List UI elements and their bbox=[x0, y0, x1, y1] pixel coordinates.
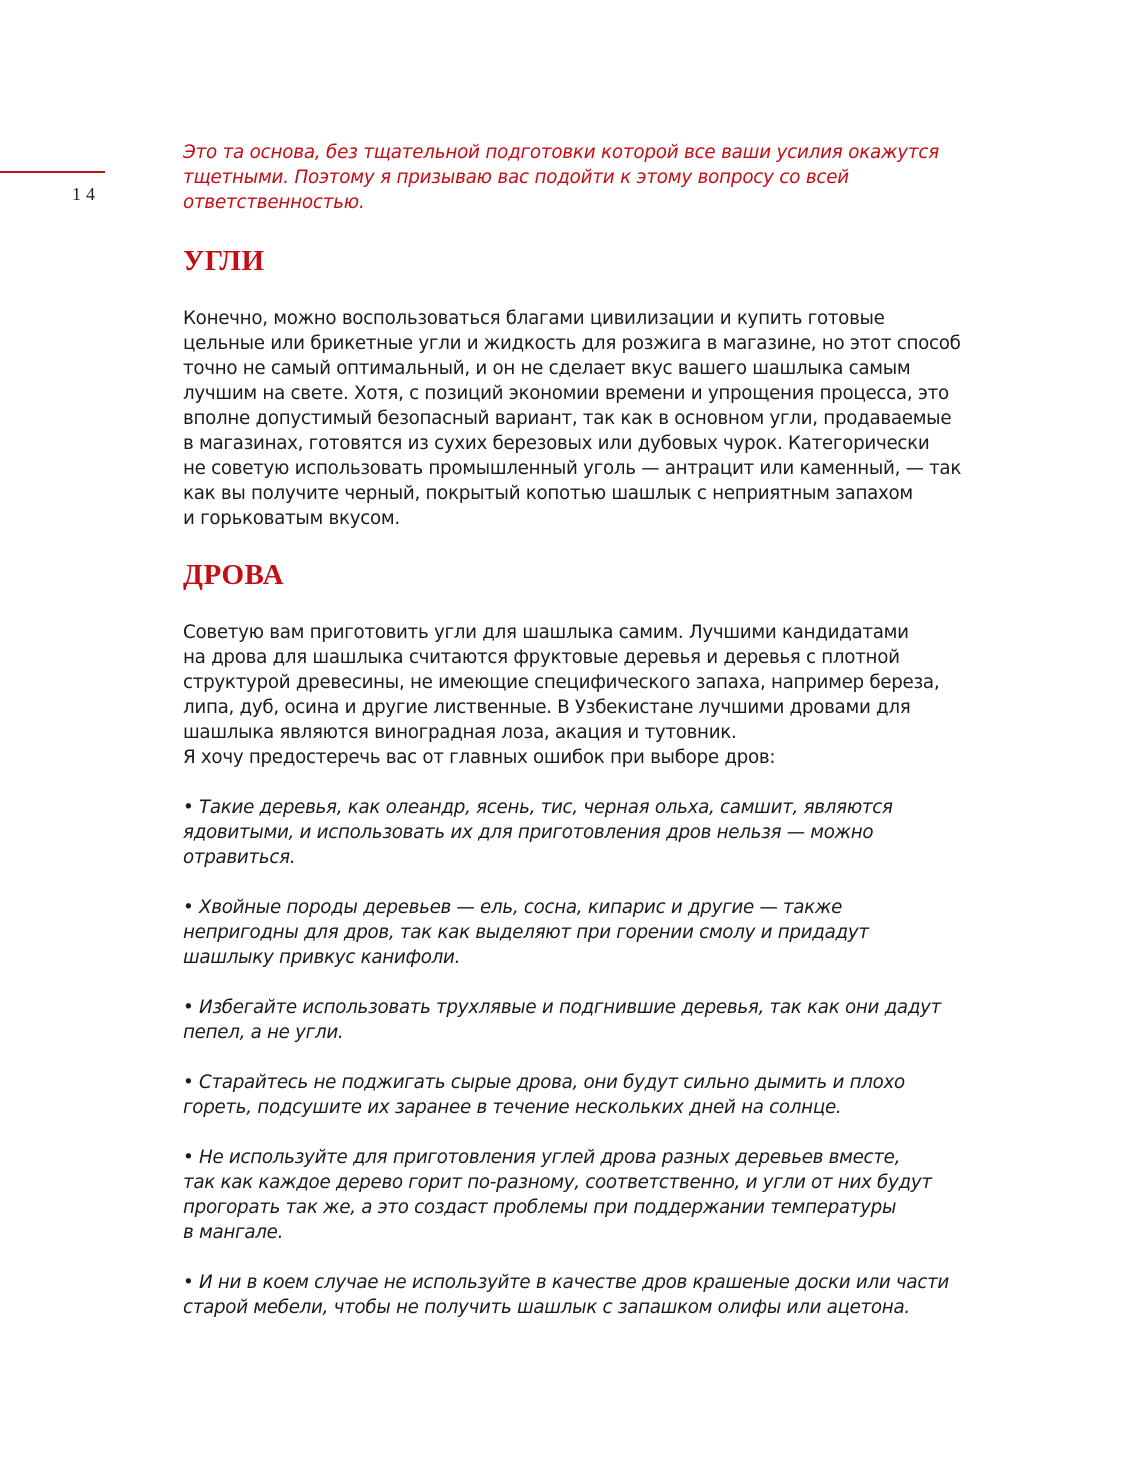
intro-paragraph bbox=[183, 140, 1003, 215]
text-line: • Избегайте использовать трухлявые и подгнившие деревья, так как они дадут bbox=[183, 997, 942, 1018]
intro-line: ответственностью. bbox=[183, 192, 365, 213]
text-line: как вы получите черный, покрытый копотью шашлык с неприятным запахом bbox=[183, 483, 913, 504]
text-line: не советую использовать промышленный уголь — антрацит или каменный, — так bbox=[183, 458, 962, 479]
text-line: • Такие деревья, как олеандр, ясень, тис, черная ольха, самшит, являются bbox=[183, 797, 893, 818]
list-item bbox=[183, 795, 1003, 870]
text-line: непригодны для дров, так как выделяют при горении смолу и придадут bbox=[183, 922, 869, 943]
list-item bbox=[183, 995, 1003, 1045]
text-line: и горьковатым вкусом. bbox=[183, 508, 400, 529]
list-item bbox=[183, 1145, 1003, 1245]
text-line: • Хвойные породы деревьев — ель, сосна, кипарис и другие — также bbox=[183, 897, 843, 918]
text-line: цельные или брикетные угли и жидкость для розжига в магазине, но этот способ bbox=[183, 333, 961, 354]
text-line: ядовитыми, и использовать их для приготовления дров нельзя — можно bbox=[183, 822, 874, 843]
text-line: старой мебели, чтобы не получить шашлык с запашком олифы или ацетона. bbox=[183, 1297, 910, 1318]
text-line: прогорать так же, а это создаст проблемы при поддержании температуры bbox=[183, 1197, 897, 1218]
text-line: • Старайтесь не поджигать сырые дрова, они будут сильно дымить и плохо bbox=[183, 1072, 905, 1093]
intro-line: тщетными. Поэтому я призываю вас подойти к этому вопросу со всей bbox=[183, 167, 849, 188]
coals-paragraph bbox=[183, 306, 1003, 531]
text-line: шашлыку привкус канифоли. bbox=[183, 947, 461, 968]
text-line: • Не используйте для приготовления углей дрова разных деревьев вместе, bbox=[183, 1147, 901, 1168]
page-number: 14 bbox=[72, 184, 100, 204]
text-line: на дрова для шашлыка считаются фруктовые деревья и деревья с плотной bbox=[183, 647, 900, 668]
text-line: Конечно, можно воспользоваться благами цивилизации и купить готовые bbox=[183, 308, 885, 329]
text-line: пепел, а не угли. bbox=[183, 1022, 344, 1043]
text-line: в мангале. bbox=[183, 1222, 284, 1243]
section-heading-firewood: ДРОВА bbox=[183, 559, 285, 591]
text-line: Советую вам приготовить угли для шашлыка самим. Лучшими кандидатами bbox=[183, 622, 909, 643]
section-heading-coals: УГЛИ bbox=[183, 245, 265, 277]
page-content bbox=[183, 140, 1003, 1345]
page-number-rule bbox=[0, 171, 105, 173]
text-line: лучшим на свете. Хотя, с позиций экономии времени и упрощения процесса, это bbox=[183, 383, 949, 404]
list-item bbox=[183, 895, 1003, 970]
text-line: липа, дуб, осина и другие лиственные. В Узбекистане лучшими дровами для bbox=[183, 697, 911, 718]
text-line: шашлыка являются виноградная лоза, акация и тутовник. bbox=[183, 722, 737, 743]
list-item bbox=[183, 1270, 1003, 1320]
text-line: отравиться. bbox=[183, 847, 296, 868]
text-line: вполне допустимый безопасный вариант, так как в основном угли, продаваемые bbox=[183, 408, 952, 429]
text-line: гореть, подсушите их заранее в течение нескольких дней на солнце. bbox=[183, 1097, 842, 1118]
firewood-warnings-list bbox=[183, 795, 1003, 1320]
list-item bbox=[183, 1070, 1003, 1120]
text-line: так как каждое дерево горит по-разному, соответственно, и угли от них будут bbox=[183, 1172, 932, 1193]
text-line: точно не самый оптимальный, и он не сделает вкус вашего шашлыка самым bbox=[183, 358, 911, 379]
text-line: • И ни в коем случае не используйте в качестве дров крашеные доски или части bbox=[183, 1272, 950, 1293]
intro-line: Это та основа, без тщательной подготовки которой все ваши усилия окажутся bbox=[183, 142, 940, 163]
text-line: в магазинах, готовятся из сухих березовых или дубовых чурок. Категорически bbox=[183, 433, 930, 454]
firewood-paragraph bbox=[183, 620, 1003, 770]
text-line: структурой древесины, не имеющие специфического запаха, например береза, bbox=[183, 672, 940, 693]
text-line: Я хочу предостеречь вас от главных ошибок при выборе дров: bbox=[183, 747, 776, 768]
